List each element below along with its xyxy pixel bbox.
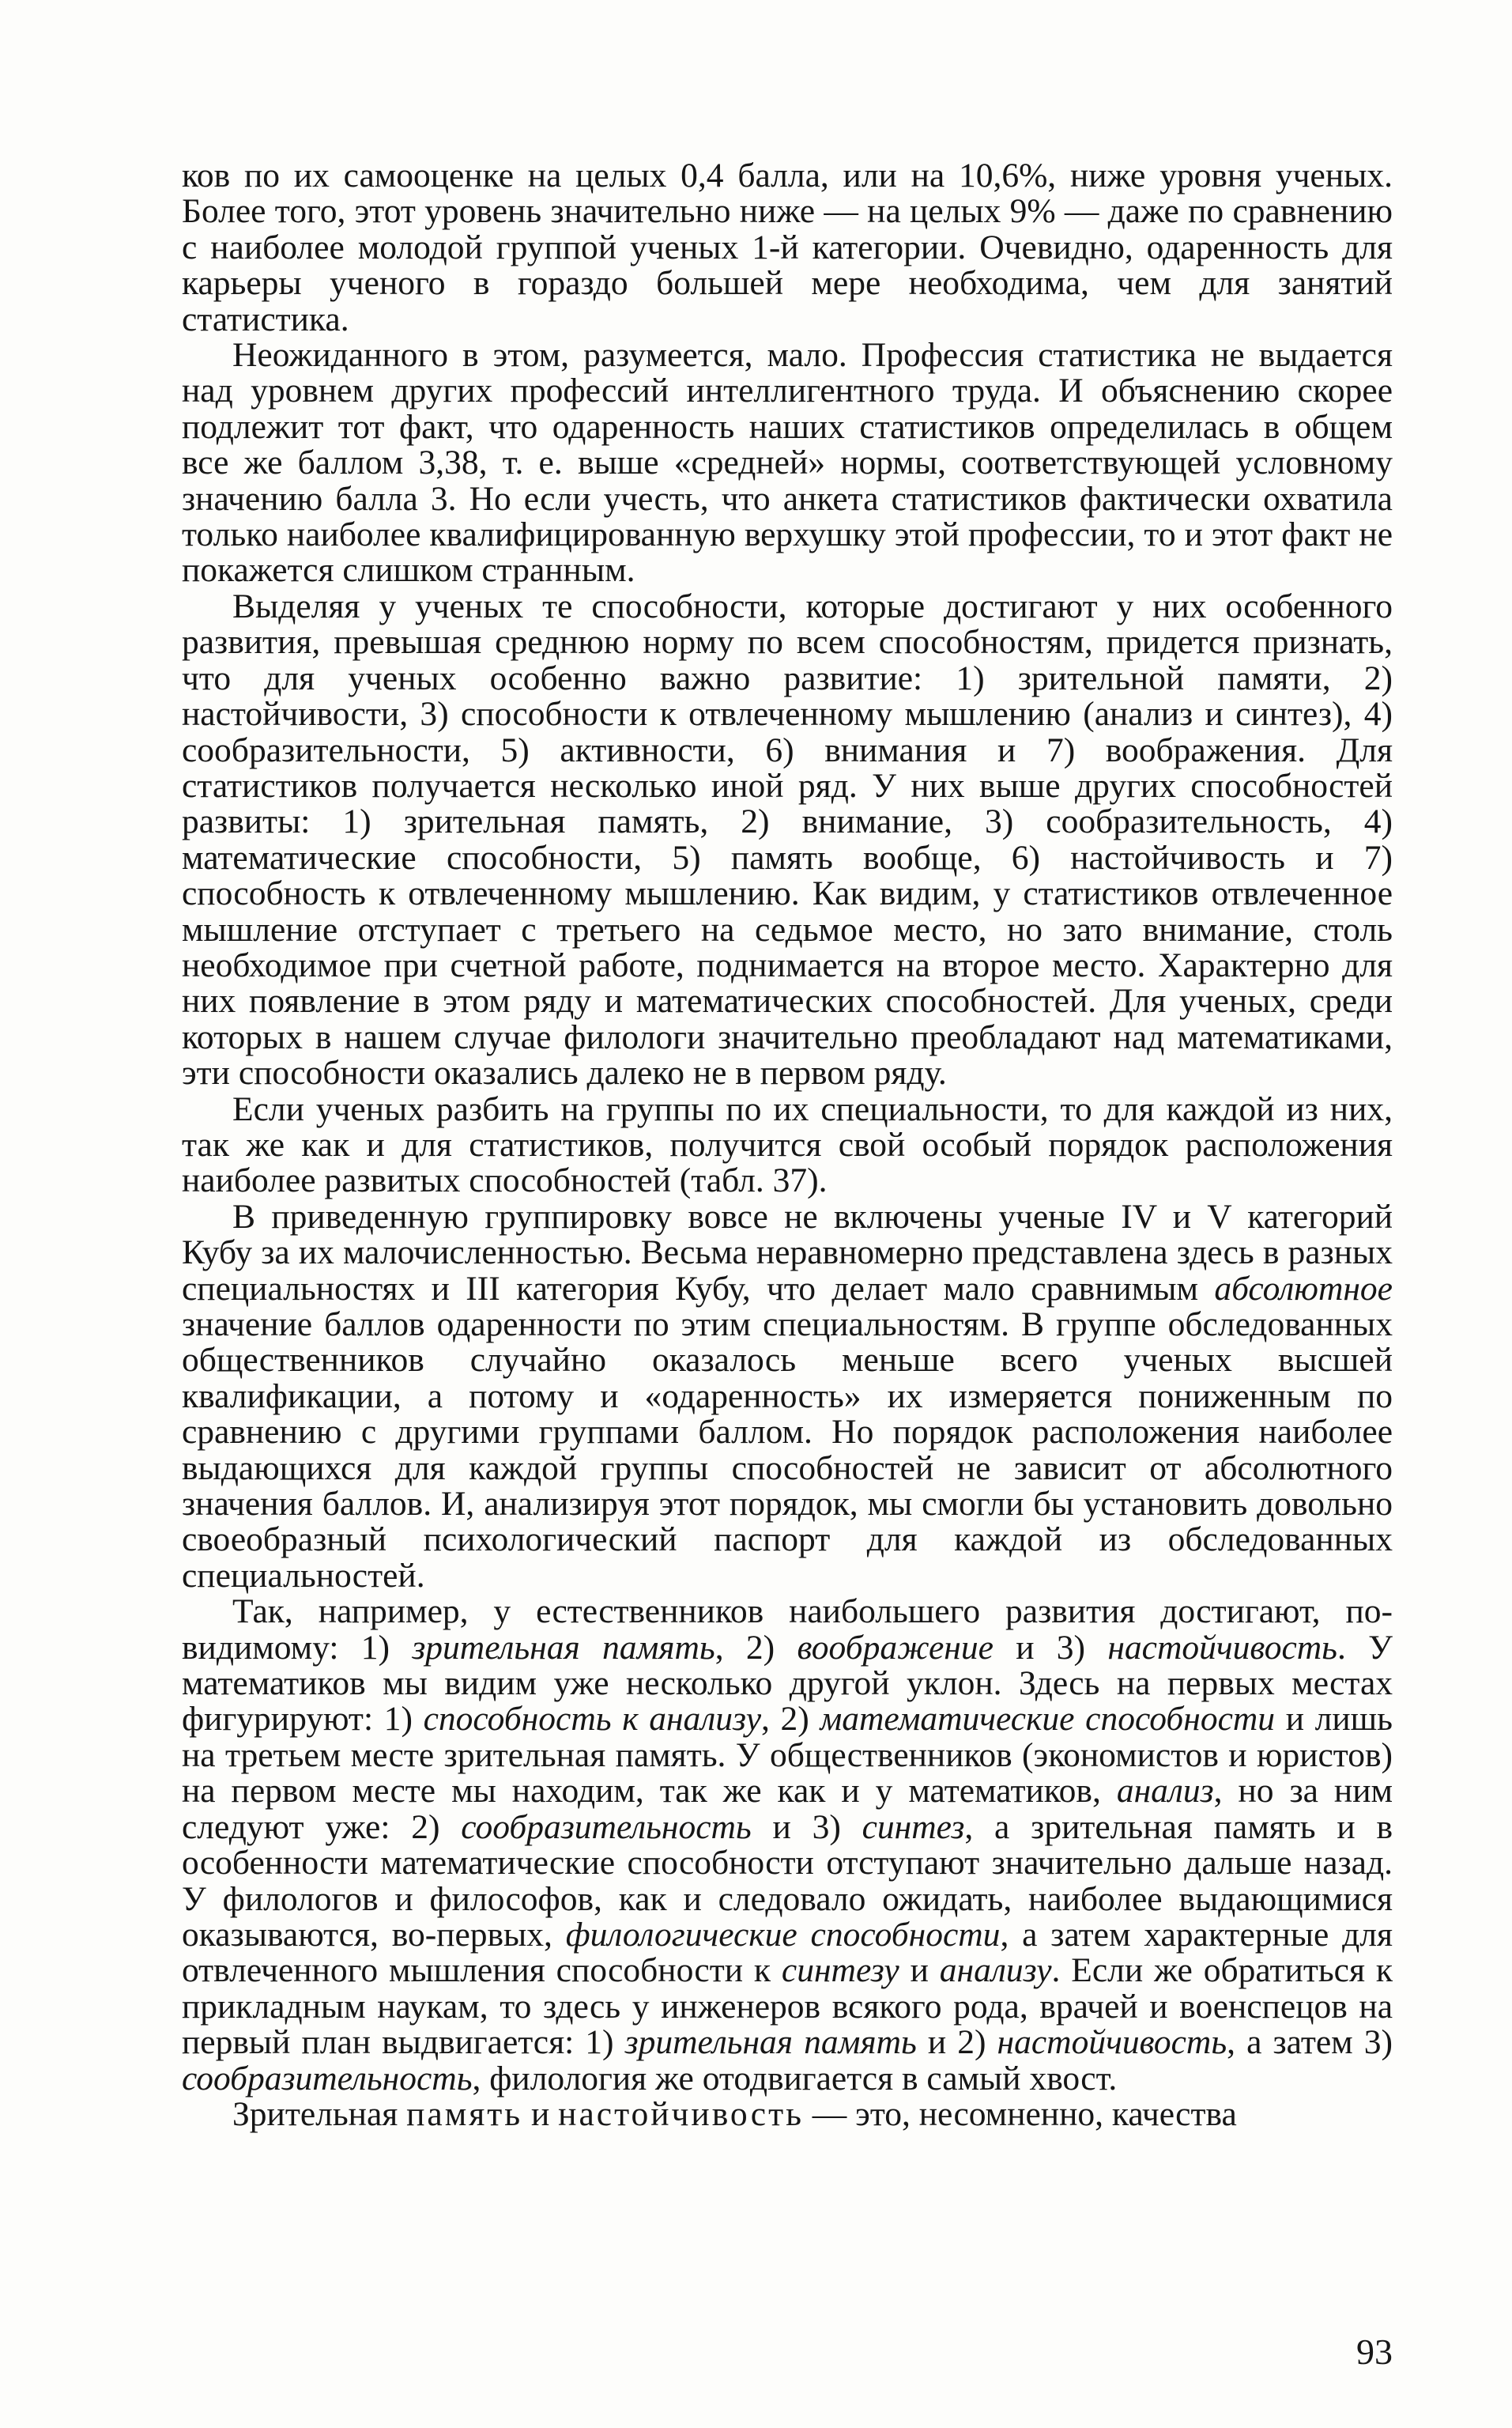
italic-emphasis: абсолютное xyxy=(1214,1269,1393,1308)
italic-emphasis: способность к анализу xyxy=(423,1700,762,1739)
italic-emphasis: математические способности xyxy=(820,1700,1276,1739)
paragraph xyxy=(182,1089,1393,1200)
text-run: , но за ним следуют уже: 2) xyxy=(182,1772,1393,1846)
text-run: и 3) xyxy=(993,1628,1108,1667)
text-run: — это, несомненно, качества xyxy=(803,2094,1237,2133)
text-run: Выделяя у ученых те способности, которые достигают у них особенного развития, превышая среднюю норму по всем способностям, придется признать, что для ученых особенно важно развитие: 1) зрительной памяти, 2) настойчивости, 3) способности к отвлеченному мышлению (анализ и синтез), 4) сообразительности, 5) активности, 6) внимания и 7) воображения. Для статистиков получается несколько иной ряд. У них выше других способностей развиты: 1) зрительная память, 2) внимание, 3) сообразительность, 4) математические способности, 5) память вообще, 6) настойчивость и 7) способность к отвлеченному мышлению. Как видим, у статистиков отвлеченное мышление отступает с третьего на седьмое место, но зато внимание, столь необходимое при счетной работе, поднимается на второе место. Характерно для них появление в этом ряду и математических способностей. Для ученых, среди которых в нашем случае филологи значительно преобладают над математиками, эти способности оказались далеко не в первом ряду. xyxy=(182,587,1393,1093)
text-run: . У математиков мы видим уже несколько другой уклон. Здесь на первых местах фигурируют: 1) xyxy=(182,1628,1393,1739)
text-run: и xyxy=(899,1951,940,1990)
text-run: Зрительная xyxy=(232,2094,407,2133)
italic-emphasis: анализ xyxy=(1116,1772,1214,1811)
text-run: , филология же отодвигается в самый хвост. xyxy=(472,2059,1118,2098)
spaced-emphasis: память xyxy=(406,2094,523,2133)
italic-emphasis: сообразительность xyxy=(461,1807,752,1846)
italic-emphasis: настойчивость xyxy=(997,2023,1227,2062)
italic-emphasis: синтез xyxy=(862,1807,965,1846)
paragraph xyxy=(182,1594,1393,2097)
body-text xyxy=(182,158,1393,2132)
italic-emphasis: зрительная память xyxy=(412,1628,715,1667)
text-run: значение баллов одаренности по этим специальностям. В группе обследованных общественников случайно оказалось меньше всего ученых высшей квалификации, а потому и «одаренность» их измеряется пониженным по сравнению с другими группами баллом. Но порядок расположения наиболее выдающихся для каждой группы способностей не зависит от абсолютного значения баллов. И, анализируя этот порядок, мы смогли бы установить довольно своеобразный психологический паспорт для каждой из обследованных специальностей. xyxy=(182,1305,1393,1595)
paragraph xyxy=(182,589,1393,1092)
text-run: , 2) xyxy=(761,1700,820,1739)
italic-emphasis: сообразительность xyxy=(182,2059,473,2098)
italic-emphasis: синтезу xyxy=(781,1951,899,1990)
text-run: ков по их самооценке на целых 0,4 балла, или на 10,6%, ниже уровня ученых. Более того, этот уровень значительно ниже — на целых 9% — даже по сравнению с наиболее молодой группой ученых 1-й категории. Очевидно, одаренность для карьеры ученого в гораздо большей мере необходима, чем для занятий статистика. xyxy=(182,157,1393,338)
italic-emphasis: анализу xyxy=(939,1951,1052,1990)
text-run: и xyxy=(522,2094,559,2133)
text-run: , а затем характерные для отвлеченного мышления способности к xyxy=(182,1915,1393,1990)
paragraph xyxy=(182,2094,1393,2133)
text-run: Если ученых разбить на группы по их специальности, то для каждой из них, так же как и для статистиков, получится свой особый порядок расположения наиболее развитых способностей (табл. 37). xyxy=(182,1089,1393,1200)
text-run: В приведенную группировку вовсе не включены ученые IV и V категорий Кубу за их малочисленностью. Весьма неравномерно представлена здесь в разных специальностях и III категория Кубу, что делает мало сравнимым xyxy=(182,1197,1393,1308)
text-run: , 2) xyxy=(715,1628,797,1667)
italic-emphasis: филологические способности xyxy=(565,1915,1001,1954)
text-run: , а затем 3) xyxy=(1227,2023,1393,2062)
text-run: Так, например, у естественников наибольшего развития достигают, по-видимому: 1) xyxy=(182,1592,1393,1667)
text-run: и 2) xyxy=(916,2023,997,2062)
text-run: и лишь на третьем месте зрительная память. У общественников (экономистов и юристов) на первом месте мы находим, так же как и у математиков, xyxy=(182,1700,1393,1811)
paragraph xyxy=(182,1199,1393,1594)
page-number: 93 xyxy=(1356,2332,1393,2372)
paragraph xyxy=(182,158,1393,338)
italic-emphasis: настойчивость xyxy=(1107,1628,1337,1667)
italic-emphasis: воображение xyxy=(797,1628,994,1667)
paragraph xyxy=(182,338,1393,589)
text-run: . Если же обратиться к прикладным наукам, то здесь у инженеров всякого рода, врачей и военспецов на первый план выдвигается: 1) xyxy=(182,1951,1393,2062)
text-run: и 3) xyxy=(751,1807,862,1846)
italic-emphasis: зрительная память xyxy=(624,2023,917,2062)
spaced-emphasis: настойчивость xyxy=(558,2094,804,2133)
text-run: Неожиданного в этом, разумеется, мало. Профессия статистика не выдается над уровнем других профессий интеллигентного труда. И объяснению скорее подлежит тот факт, что одаренность наших статистиков определилась в общем все же баллом 3,38, т. е. выше «средней» нормы, соответствующей условному значению балла 3. Но если учесть, что анкета статистиков фактически охватила только наиболее квалифицированную верхушку этой профессии, то и этот факт не покажется слишком странным. xyxy=(182,336,1393,590)
text-run: , а зрительная память и в особенности математические способности отступают значительно дальше назад. У филологов и философов, как и следовало ожидать, наиболее выдающимися оказываются, во-первых, xyxy=(182,1807,1393,1954)
